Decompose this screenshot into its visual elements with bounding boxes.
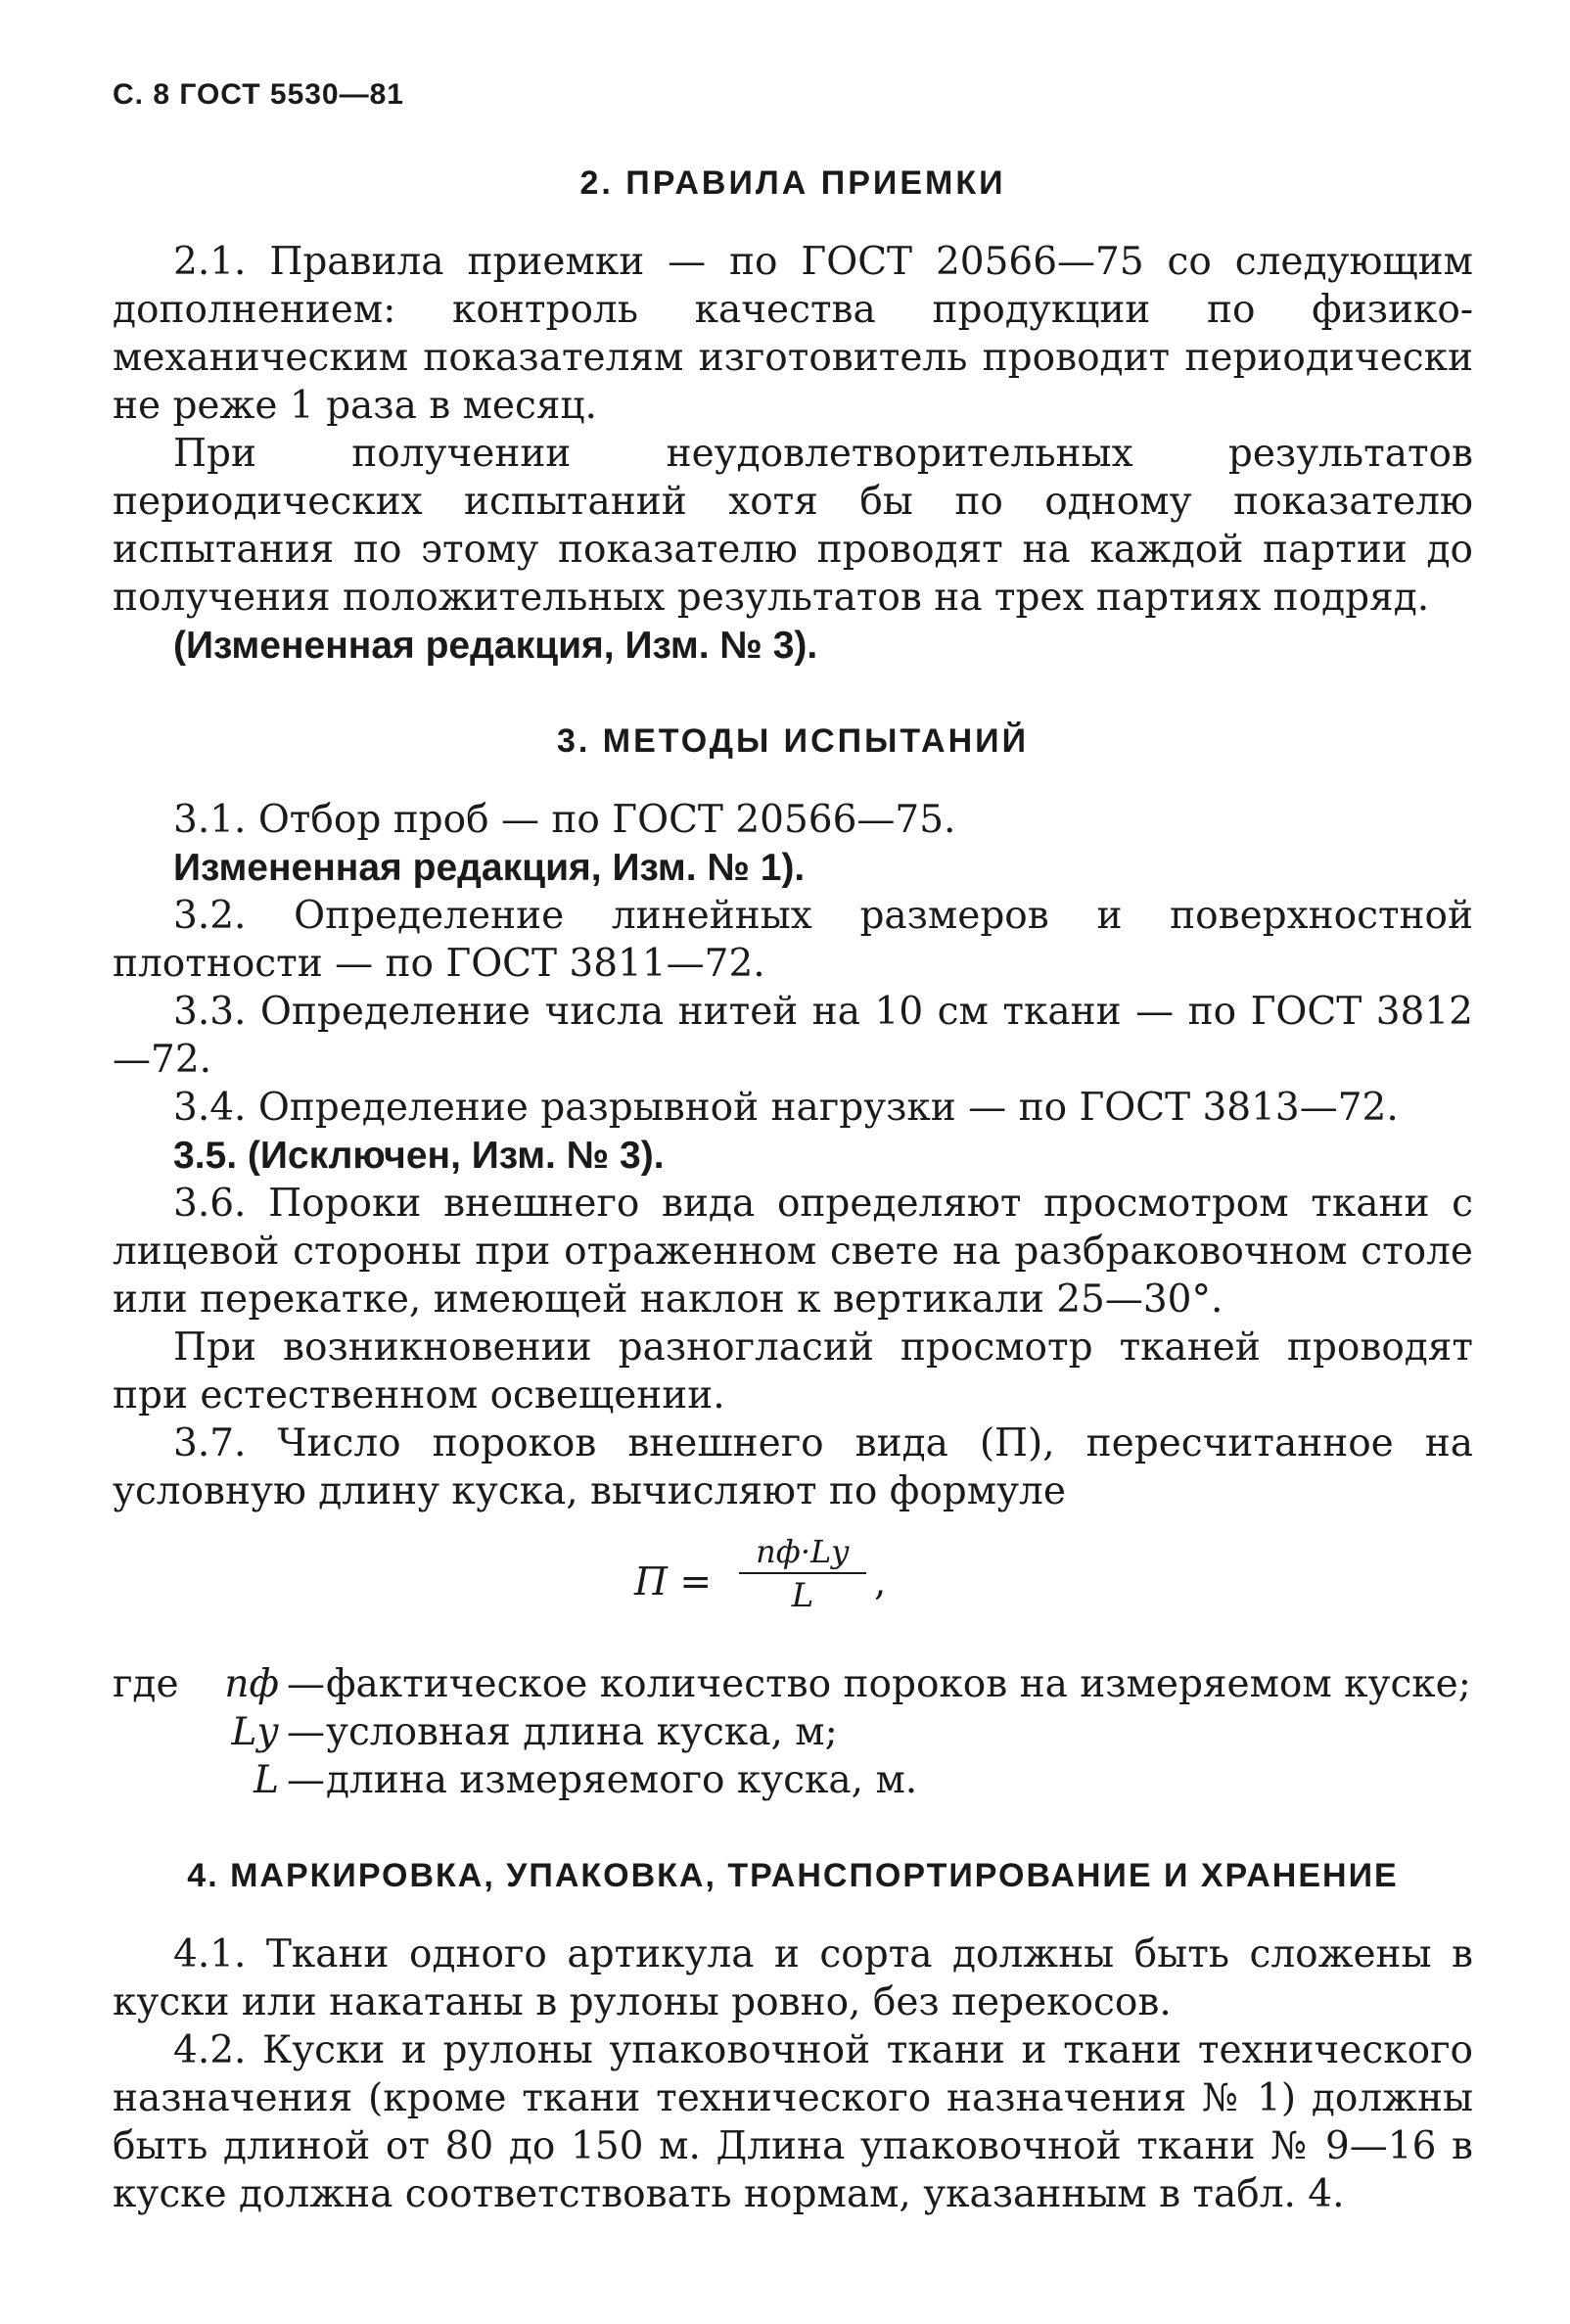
legend-lead — [113, 1756, 201, 1804]
paragraph: 2.1. Правила приемки — по ГОСТ 20566—75 со следующим дополнением: контроль качества продукции по физико-механическим показателям изготовитель проводит периодически не реже 1 раза в месяц. — [113, 240, 1473, 428]
formula-comma: , — [874, 1560, 887, 1604]
paragraph: 3.3. Определение числа нитей на 10 см ткани — по ГОСТ 3812—72. — [113, 990, 1473, 1082]
amendment-note: Измененная редакция, Изм. № 1). — [173, 847, 806, 889]
paragraph: При возникновении разногласий просмотр тканей проводят при естественном освещении. — [113, 1325, 1473, 1418]
legend-symbol: nф — [224, 1662, 279, 1706]
legend-text: длина измеряемого куска, м. — [326, 1758, 918, 1802]
legend-lead — [113, 1708, 201, 1756]
legend-text: фактическое количество пороков на измеряемом куске; — [326, 1662, 1471, 1706]
paragraph: 3.6. Пороки внешнего вида определяют просмотром ткани с лицевой стороны при отраженном свете на разбраковочном столе или перекатке, имеющей наклон к вертикали 25—30°. — [113, 1182, 1473, 1322]
legend-row — [113, 1660, 1473, 1708]
legend-symbol: Lу — [231, 1710, 279, 1754]
section-3 — [113, 722, 1473, 1804]
formula — [113, 1533, 1473, 1641]
section-4 — [113, 1857, 1473, 2218]
legend-row — [113, 1708, 1473, 1756]
formula-lhs: П = — [634, 1560, 713, 1604]
paragraph: 3.1. Отбор проб — по ГОСТ 20566—75. — [173, 798, 956, 842]
section-title: 2. ПРАВИЛА ПРИЕМКИ — [579, 164, 1006, 202]
excluded-note: 3.5. (Исключен, Изм. № 3). — [173, 1135, 665, 1177]
paragraph: При получении неудовлетворительных результатов периодических испытаний хотя бы по одному показателю испытания по этому показателю проводят на каждой партии до получения положительных результатов на трех партиях подряд. — [113, 432, 1473, 620]
section-title: 4. МАРКИРОВКА, УПАКОВКА, ТРАНСПОРТИРОВАНИЕ И ХРАНЕНИЕ — [187, 1857, 1399, 1894]
amendment-note: (Измененная редакция, Изм. № 3). — [173, 625, 818, 667]
formula-legend — [113, 1660, 1473, 1804]
legend-dash: — — [287, 1710, 325, 1754]
legend-row — [113, 1756, 1473, 1804]
legend-dash: — — [287, 1758, 325, 1802]
legend-dash: — — [287, 1662, 325, 1706]
document-page — [113, 78, 1473, 2218]
page-header: С. 8 ГОСТ 5530—81 — [113, 78, 404, 111]
paragraph: 3.2. Определение линейных размеров и поверхностной плотности — по ГОСТ 3811—72. — [113, 894, 1473, 986]
paragraph: 3.4. Определение разрывной нагрузки — по ГОСТ 3813—72. — [173, 1086, 1399, 1130]
formula-numerator: nф·Lу — [739, 1533, 866, 1574]
formula-denominator: L — [791, 1576, 814, 1615]
legend-symbol: L — [254, 1758, 279, 1802]
section-title: 3. МЕТОДЫ ИСПЫТАНИЙ — [557, 722, 1029, 760]
formula-fraction — [739, 1533, 866, 1615]
paragraph: 4.2. Куски и рулоны упаковочной ткани и ткани технического назначения (кроме ткани технического назначения № 1) должны быть длиной от 80 до 150 м. Длина упаковочной ткани № 9—16 в куске должна соответствовать нормам, указанным в табл. 4. — [113, 2028, 1473, 2216]
legend-text: условная длина куска, м; — [326, 1710, 838, 1754]
paragraph: 3.7. Число пороков внешнего вида (П), пересчитанное на условную длину куска, вычисляют по формуле — [113, 1421, 1473, 1513]
legend-lead: где — [113, 1662, 179, 1706]
paragraph: 4.1. Ткани одного артикула и сорта должны быть сложены в куски или накатаны в рулоны ровно, без перекосов. — [113, 1932, 1473, 2024]
section-2 — [113, 164, 1473, 670]
